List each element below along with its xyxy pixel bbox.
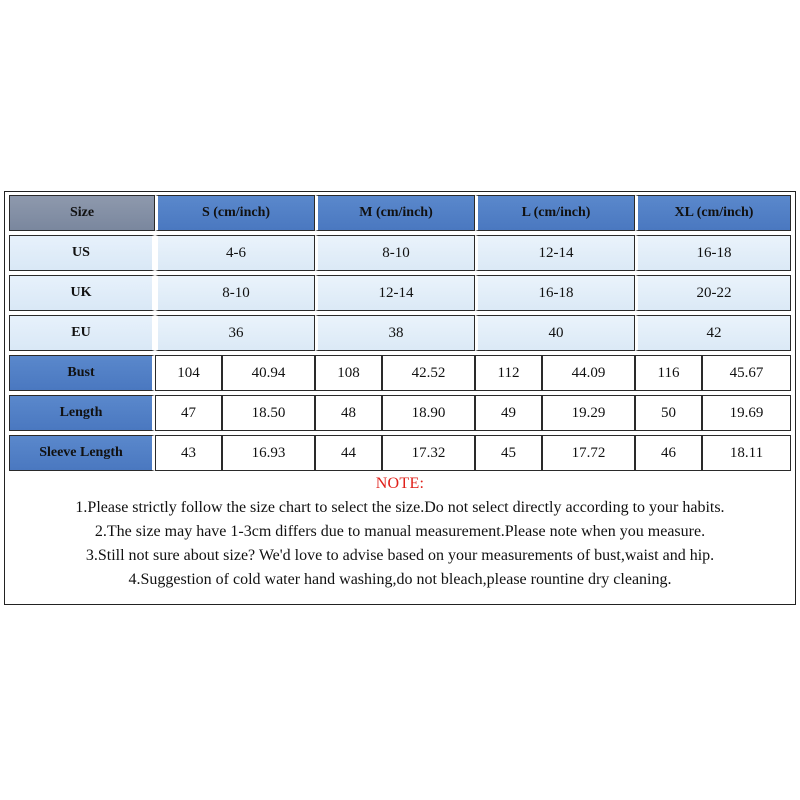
note-title: NOTE: xyxy=(375,475,425,492)
size-chart xyxy=(4,191,796,605)
bust-m-inch: 42.52 xyxy=(382,355,475,391)
sleeve-xl-inch: 18.11 xyxy=(702,435,791,471)
note-line-2: 2.The size may have 1-3cm differs due to manual measurement.Please note when you measure. xyxy=(94,523,706,540)
uk-l-value: 16-18 xyxy=(475,275,635,311)
uk-xl-value: 20-22 xyxy=(635,275,791,311)
sleeve-l-cm: 45 xyxy=(475,435,542,471)
length-m-inch: 18.90 xyxy=(382,395,475,431)
us-xl-value: 16-18 xyxy=(635,235,791,271)
eu-m-value: 38 xyxy=(315,315,475,351)
length-s-cm: 47 xyxy=(155,395,222,431)
length-xl-inch: 19.69 xyxy=(702,395,791,431)
size-header-corner: Size xyxy=(9,195,155,231)
length-m-cm: 48 xyxy=(315,395,382,431)
note-line-1: 1.Please strictly follow the size chart to select the size.Do not select directly according to your habits. xyxy=(75,499,725,516)
eu-xl-value: 42 xyxy=(635,315,791,351)
size-header-xl: XL (cm/inch) xyxy=(635,195,791,231)
note-line-4: 4.Suggestion of cold water hand washing,do not bleach,please rountine dry cleaning. xyxy=(128,571,672,588)
bust-s-cm: 104 xyxy=(155,355,222,391)
row-label-us: US xyxy=(9,235,155,271)
bust-m-cm: 108 xyxy=(315,355,382,391)
row-label-bust: Bust xyxy=(9,355,155,391)
length-l-cm: 49 xyxy=(475,395,542,431)
sleeve-m-inch: 17.32 xyxy=(382,435,475,471)
uk-s-value: 8-10 xyxy=(155,275,315,311)
eu-s-value: 36 xyxy=(155,315,315,351)
us-s-value: 4-6 xyxy=(155,235,315,271)
sleeve-s-cm: 43 xyxy=(155,435,222,471)
length-xl-cm: 50 xyxy=(635,395,702,431)
bust-l-inch: 44.09 xyxy=(542,355,635,391)
sleeve-xl-cm: 46 xyxy=(635,435,702,471)
size-table xyxy=(9,195,791,471)
notes-section xyxy=(5,475,795,595)
length-s-inch: 18.50 xyxy=(222,395,315,431)
size-header-s: S (cm/inch) xyxy=(155,195,315,231)
sleeve-l-inch: 17.72 xyxy=(542,435,635,471)
row-label-uk: UK xyxy=(9,275,155,311)
row-label-length: Length xyxy=(9,395,155,431)
size-header-m: M (cm/inch) xyxy=(315,195,475,231)
us-l-value: 12-14 xyxy=(475,235,635,271)
size-header-l: L (cm/inch) xyxy=(475,195,635,231)
row-label-sleeve-length: Sleeve Length xyxy=(9,435,155,471)
bust-l-cm: 112 xyxy=(475,355,542,391)
length-l-inch: 19.29 xyxy=(542,395,635,431)
bust-xl-cm: 116 xyxy=(635,355,702,391)
eu-l-value: 40 xyxy=(475,315,635,351)
uk-m-value: 12-14 xyxy=(315,275,475,311)
bust-xl-inch: 45.67 xyxy=(702,355,791,391)
sleeve-s-inch: 16.93 xyxy=(222,435,315,471)
note-line-3: 3.Still not sure about size? We'd love to advise based on your measurements of bust,waist and hip. xyxy=(85,547,715,564)
bust-s-inch: 40.94 xyxy=(222,355,315,391)
sleeve-m-cm: 44 xyxy=(315,435,382,471)
row-label-eu: EU xyxy=(9,315,155,351)
us-m-value: 8-10 xyxy=(315,235,475,271)
